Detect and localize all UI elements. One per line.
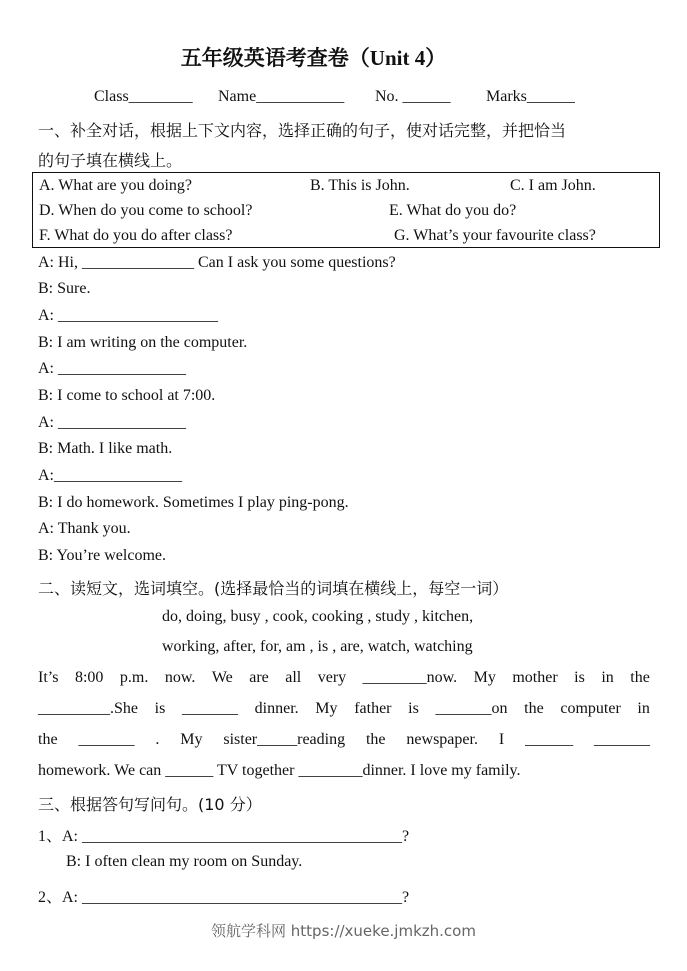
passage-word: very	[317, 669, 347, 686]
passage-word: in	[601, 669, 614, 686]
passage-word: computer	[560, 700, 621, 717]
passage-word: all	[285, 669, 302, 686]
question-1-b: B: I often clean my room on Sunday.	[66, 853, 303, 870]
passage-word: 8:00	[74, 669, 104, 686]
dialogue-line: B: Sure.	[38, 280, 91, 297]
name-field[interactable]: Name___________	[218, 88, 345, 105]
word-bank-line: working, after, for, am , is , are, watch, watching	[162, 638, 473, 655]
dialogue-line: A: Thank you.	[38, 520, 131, 537]
dialogue-line[interactable]: A: Hi, ______________ Can I ask you some questions?	[38, 254, 396, 271]
passage-word: the	[38, 731, 58, 748]
option-a: A. What are you doing?	[39, 177, 192, 194]
dialogue-line[interactable]: A: ____________________	[38, 307, 218, 324]
page-title: 五年级英语考查卷（Unit 4）	[180, 46, 447, 70]
passage-line-4[interactable]: homework. We can ______ TV together ________dinner. I love my family.	[38, 762, 521, 779]
section1-heading: 一、补全对话，根据上下文内容，选择正确的句子，使对话完整，并把恰当	[38, 121, 567, 140]
passage-word: in	[637, 700, 650, 717]
passage-word: It’s	[38, 669, 59, 686]
passage-word: father	[354, 700, 392, 717]
passage-word: .	[155, 731, 160, 748]
class-field[interactable]: Class________	[94, 88, 193, 105]
passage-blank[interactable]: _______	[181, 700, 238, 717]
passage-blank[interactable]: ______	[525, 731, 574, 748]
dialogue-line[interactable]: A: ________________	[38, 414, 186, 431]
passage-blank[interactable]: _______on	[435, 700, 508, 717]
passage-word: My	[180, 731, 203, 748]
passage-blank[interactable]: ________now.	[362, 669, 458, 686]
passage-blank[interactable]: _______	[78, 731, 135, 748]
dialogue-line[interactable]: A:________________	[38, 467, 182, 484]
option-e: E. What do you do?	[389, 202, 517, 219]
passage-line-1	[38, 669, 650, 687]
number-field[interactable]: No. ______	[375, 88, 451, 105]
passage-word: My	[315, 700, 338, 717]
passage-word: the	[630, 669, 650, 686]
passage-word: I	[498, 731, 505, 748]
dialogue-line: B: I am writing on the computer.	[38, 334, 248, 351]
passage-word: is	[154, 700, 166, 717]
options-box	[32, 172, 660, 248]
passage-word: are	[249, 669, 269, 686]
dialogue-line: B: You’re welcome.	[38, 547, 166, 564]
passage-line-2	[38, 700, 650, 718]
option-c: C. I am John.	[510, 177, 596, 194]
passage-word: dinner.	[254, 700, 299, 717]
passage-blank[interactable]: _______	[593, 731, 650, 748]
passage-blank[interactable]: _________.She	[38, 700, 138, 717]
option-b: B. This is John.	[310, 177, 410, 194]
section1-heading-cont: 的句子填在横线上。	[38, 151, 183, 170]
option-f: F. What do you do after class?	[39, 227, 233, 244]
option-d: D. When do you come to school?	[39, 202, 253, 219]
passage-word: the	[365, 731, 386, 748]
passage-word: mother	[512, 669, 558, 686]
marks-field[interactable]: Marks______	[486, 88, 575, 105]
dialogue-line[interactable]: A: ________________	[38, 360, 186, 377]
passage-word: now.	[164, 669, 196, 686]
passage-word: is	[574, 669, 585, 686]
dialogue-line: B: I do homework. Sometimes I play ping-pong.	[38, 494, 349, 511]
option-g: G. What’s your favourite class?	[394, 227, 596, 244]
passage-word: is	[408, 700, 419, 717]
passage-line-3	[38, 731, 650, 749]
section3-heading: 三、根据答句写问句。(10 分）	[38, 795, 262, 814]
question-2-a[interactable]: 2、A: ________________________________________?	[38, 889, 410, 906]
question-1-a[interactable]: 1、A: ________________________________________?	[38, 828, 410, 845]
passage-word: We	[211, 669, 233, 686]
passage-blank[interactable]: sister_____reading	[223, 731, 346, 748]
passage-word: newspaper.	[406, 731, 478, 748]
passage-word: the	[524, 700, 544, 717]
passage-word: p.m.	[119, 669, 149, 686]
word-bank-line: do, doing, busy , cook, cooking , study , kitchen,	[162, 608, 474, 625]
dialogue-line: B: I come to school at 7:00.	[38, 387, 216, 404]
footer-watermark: 领航学科网 https://xueke.jmkzh.com	[211, 922, 476, 940]
section2-heading: 二、读短文，选词填空。(选择最恰当的词填在横线上，每空一词）	[38, 579, 509, 598]
dialogue-line: B: Math. I like math.	[38, 440, 173, 457]
passage-word: My	[473, 669, 496, 686]
